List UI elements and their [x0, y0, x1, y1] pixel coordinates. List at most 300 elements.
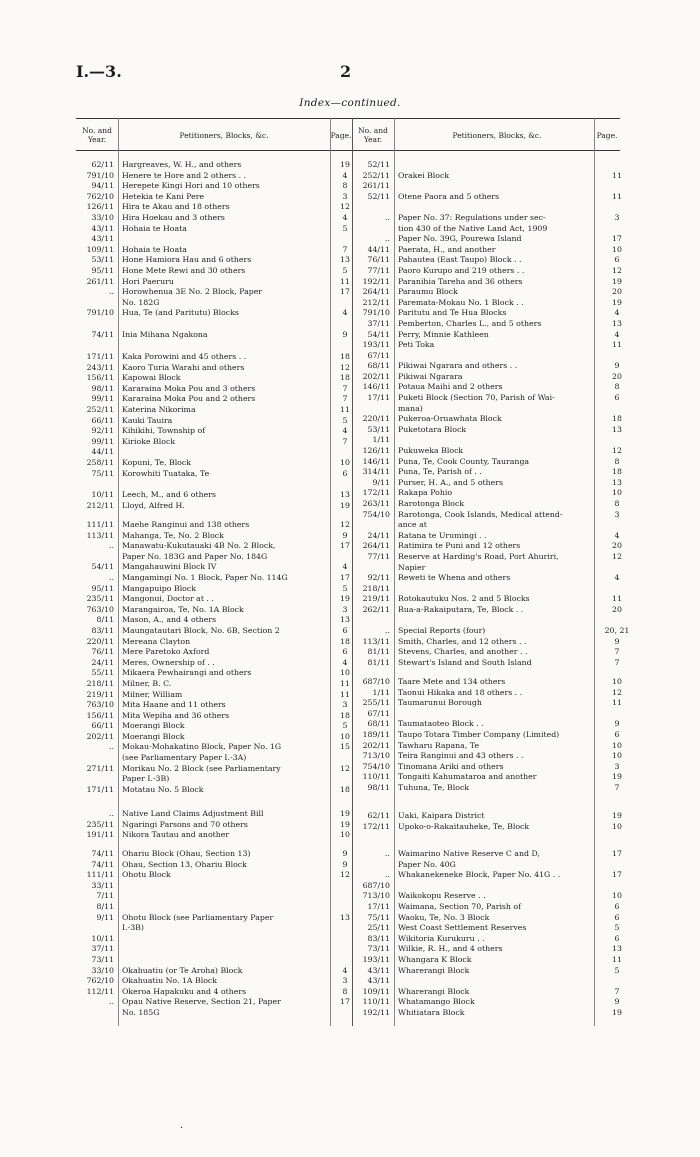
index-row — [352, 531, 630, 542]
entry-page: 11 — [340, 689, 350, 699]
entry-number: 754/10 — [362, 761, 390, 771]
entry-name: Stevens, Charles, and another . . — [398, 647, 528, 657]
entry-number: 43/11 — [91, 234, 114, 244]
index-row — [352, 467, 630, 478]
entry-name: No. 182G — [122, 297, 160, 307]
entry-name: Waimana, Section 70, Parish of — [398, 901, 522, 911]
entry-name: Paper No. 37: Regulations under sec- — [398, 212, 546, 222]
entry-number: 98/11 — [367, 782, 390, 792]
entry-name: Potaua Maihi and 2 others — [398, 382, 503, 392]
entry-number: .. — [109, 287, 114, 297]
entry-page: 10 — [612, 740, 622, 750]
index-row — [352, 913, 630, 924]
index-row — [352, 510, 630, 521]
entry-number: 76/11 — [367, 255, 390, 265]
entry-number — [76, 319, 118, 330]
entry-page: 9 — [342, 859, 348, 869]
entry-name: Hori Paeruru — [122, 276, 174, 286]
entry-page: 7 — [342, 383, 348, 393]
entry-name: Smith, Charles, and 12 others . . — [398, 636, 527, 646]
entry-page — [604, 584, 630, 595]
index-row — [352, 881, 630, 892]
index-row — [352, 192, 630, 203]
entry-number: 92/11 — [91, 426, 114, 436]
entry-number: 791/10 — [86, 308, 114, 318]
entry-page: 5 — [342, 583, 348, 593]
entry-name: Paper No. 40G — [398, 859, 456, 869]
right-group-u — [352, 811, 630, 832]
index-row — [76, 458, 356, 469]
index-row — [76, 308, 356, 319]
entry-name: Leech, M., and 6 others — [122, 490, 216, 499]
index-row — [352, 202, 630, 213]
entry-number: 791/10 — [362, 308, 390, 318]
entry-number: 54/11 — [367, 329, 390, 339]
entry-number: 24/11 — [91, 657, 114, 667]
entry-number: .. — [109, 572, 114, 582]
index-row — [352, 457, 630, 468]
entry-name: Kaoro Turia Warahi and others — [122, 362, 245, 372]
entry-page: 6 — [342, 468, 348, 478]
entry-name: Hohaia te Hoata — [122, 223, 187, 233]
index-row — [76, 192, 356, 203]
index-row — [76, 266, 356, 277]
entry-page: 13 — [612, 318, 622, 328]
entry-number: 98/11 — [91, 383, 114, 393]
entry-page: 13 — [340, 490, 350, 499]
right-col-page: Page. — [596, 130, 618, 140]
index-row — [76, 501, 356, 512]
entry-page: 8 — [614, 456, 620, 466]
entry-page: 11 — [340, 276, 350, 286]
entry-name: Pikiwai Ngarara and others . . — [398, 361, 518, 371]
entry-number: 261/11 — [86, 276, 114, 286]
entry-name: Pahautea (East Taupo) Block . . — [398, 255, 522, 265]
entry-number: 754/10 — [362, 509, 390, 519]
index-row — [76, 753, 356, 764]
entry-number: 171/11 — [86, 352, 114, 361]
index-row — [352, 719, 630, 730]
index-row — [76, 785, 356, 796]
entry-number: 77/11 — [367, 551, 390, 561]
entry-name — [118, 891, 334, 902]
index-row — [352, 266, 630, 277]
index-row — [352, 160, 630, 171]
entry-number: 33/10 — [91, 965, 114, 975]
index-row — [352, 372, 630, 383]
entry-number: 713/10 — [362, 891, 390, 901]
entry-number — [352, 202, 394, 213]
index-row — [76, 255, 356, 266]
entry-page: 5 — [614, 923, 620, 933]
entry-number: 111/11 — [86, 870, 114, 880]
entry-number: .. — [109, 809, 114, 818]
entry-name: Kaka Porowini and 45 others . . — [122, 352, 247, 361]
entry-number: 43/11 — [367, 965, 390, 975]
entry-number: 66/11 — [91, 721, 114, 731]
entry-name — [118, 944, 334, 955]
index-row — [76, 830, 356, 841]
entry-number: 10/11 — [91, 933, 114, 943]
entry-page: 6 — [342, 647, 348, 657]
entry-page: 3 — [614, 509, 620, 519]
entry-number: 171/11 — [86, 784, 114, 794]
entry-name: Whatamango Block — [398, 997, 475, 1007]
entry-page: 19 — [612, 297, 622, 307]
entry-page: 10 — [340, 731, 350, 741]
entry-number — [352, 563, 394, 574]
index-row — [352, 298, 630, 309]
index-row — [76, 1008, 356, 1019]
index-row — [352, 955, 630, 966]
index-row — [352, 647, 630, 658]
entry-number: 235/11 — [86, 594, 114, 604]
entry-number: 68/11 — [367, 361, 390, 371]
entry-name: Paper No. 183G and Paper No. 184G — [122, 551, 268, 561]
entry-name: Mikaera Pewhairangi and others — [122, 668, 252, 678]
entry-number: 55/11 — [91, 668, 114, 678]
entry-name: Pikiwai Ngarara — [398, 371, 463, 381]
index-row — [352, 181, 630, 192]
entry-name — [118, 447, 334, 458]
index-row — [352, 330, 630, 341]
index-row — [352, 966, 630, 977]
index-row — [352, 584, 630, 595]
entry-number: 271/11 — [86, 763, 114, 773]
index-row — [76, 700, 356, 711]
entry-number: 219/11 — [86, 689, 114, 699]
entry-page: 18 — [612, 414, 622, 424]
entry-number: 74/11 — [91, 849, 114, 858]
entry-page: 5 — [342, 265, 348, 275]
entry-number — [352, 860, 394, 871]
entry-page: 6 — [614, 729, 620, 739]
entry-page: 7 — [614, 986, 620, 996]
right-group-o-r — [352, 160, 630, 616]
entry-page: 18 — [340, 710, 350, 720]
entry-page: 10 — [340, 457, 350, 467]
entry-number: .. — [109, 742, 114, 752]
index-row — [352, 171, 630, 182]
entry-page: 4 — [342, 170, 348, 180]
entry-name: Hetekia te Kani Pere — [122, 191, 205, 201]
entry-name: Native Land Claims Adjustment Bill — [122, 809, 264, 818]
left-col-petitioners: Petitioners, Blocks, &c. — [179, 130, 269, 140]
entry-number: 264/11 — [362, 287, 390, 297]
entry-page: 4 — [342, 426, 348, 436]
entry-page: 19 — [340, 809, 350, 818]
entry-number — [76, 552, 118, 563]
entry-page: 9 — [614, 997, 620, 1007]
index-row — [76, 373, 356, 384]
index-row — [76, 966, 356, 977]
index-row — [352, 751, 630, 762]
entry-number: 81/11 — [367, 647, 390, 657]
entry-name: Waikokopu Reserve . . — [398, 891, 486, 901]
index-row — [352, 213, 630, 224]
entry-page: 13 — [612, 477, 622, 487]
entry-page: 20 — [612, 541, 622, 551]
page-mark: · — [180, 1123, 184, 1134]
entry-name — [394, 160, 604, 171]
entry-number: 202/11 — [86, 731, 114, 741]
entry-number: 220/11 — [86, 636, 114, 646]
index-row — [76, 721, 356, 732]
index-row — [352, 277, 630, 288]
entry-page: 4 — [614, 530, 620, 540]
entry-number: .. — [385, 849, 390, 858]
entry-number: 62/11 — [367, 811, 390, 820]
entry-page: 3 — [342, 604, 348, 614]
index-row — [352, 944, 630, 955]
entry-page — [604, 404, 630, 415]
entry-page: 5 — [342, 223, 348, 233]
entry-page: 17 — [340, 572, 350, 582]
index-row — [76, 202, 356, 213]
index-row — [76, 469, 356, 480]
entry-number: 94/11 — [91, 181, 114, 191]
right-group-t — [352, 677, 630, 794]
entry-name: Rotokautuku Nos. 2 and 5 Blocks — [398, 594, 530, 604]
index-row — [76, 690, 356, 701]
entry-name: Opau Native Reserve, Section 21, Paper — [122, 997, 281, 1007]
entry-number: 191/11 — [86, 830, 114, 840]
entry-name: Okahuatiu (or Te Aroha) Block — [122, 965, 243, 975]
entry-name: Pukeroa-Oruawhata Block — [398, 414, 502, 424]
entry-name: Moerangi Block — [122, 721, 185, 731]
entry-number: 156/11 — [86, 710, 114, 720]
index-row — [352, 783, 630, 794]
entry-name: Mita Wepiha and 36 others — [122, 710, 230, 720]
entry-name: Horowhenua 3E No. 2 Block, Paper — [122, 287, 263, 297]
entry-name: Henere te Hore and 2 others . . — [122, 170, 247, 180]
index-row — [352, 435, 630, 446]
entry-number: 202/11 — [362, 371, 390, 381]
entry-name: Ohotu Block (see Parliamentary Paper — [122, 912, 274, 922]
entry-number: 83/11 — [367, 933, 390, 943]
index-row — [352, 499, 630, 510]
entry-number: 75/11 — [91, 468, 114, 478]
entry-name: Puketotara Block — [398, 424, 467, 434]
entry-page: 12 — [340, 202, 350, 212]
index-row — [352, 987, 630, 998]
index-row — [352, 414, 630, 425]
entry-page: 20 — [612, 287, 622, 297]
entry-name: West Coast Settlement Reserves — [398, 923, 527, 933]
entry-name: Upoko-o-Rakaitauheke, Te, Block — [398, 821, 530, 831]
index-row — [76, 287, 356, 298]
entry-name: Lloyd, Alfred H. — [122, 500, 185, 510]
entry-page: 5 — [342, 721, 348, 731]
entry-name: Mangamingi No. 1 Block, Paper No. 114G — [122, 572, 288, 582]
entry-page: 19 — [612, 1007, 622, 1017]
entry-number: 193/11 — [362, 340, 390, 350]
index-row — [76, 923, 356, 934]
entry-number: 66/11 — [91, 415, 114, 425]
entry-number: 212/11 — [362, 297, 390, 307]
entry-number: 33/10 — [91, 212, 114, 222]
index-row — [76, 732, 356, 743]
entry-name: Mangahauwini Block IV — [122, 562, 217, 572]
entry-page: 11 — [340, 678, 350, 688]
entry-page: 8 — [614, 382, 620, 392]
entry-name: Taupo Totara Timber Company (Limited) — [398, 729, 560, 739]
entry-number: 235/11 — [86, 819, 114, 829]
entry-number: 111/11 — [86, 520, 114, 529]
entry-name: Kapowai Block — [122, 373, 181, 383]
entry-name: Meres, Ownership of . . — [122, 657, 215, 667]
index-row — [352, 677, 630, 688]
entry-name: Taumataoteo Block . . — [398, 719, 484, 729]
entry-name: Paritutu and Te Hua Blocks — [398, 308, 507, 318]
entry-page — [604, 202, 630, 213]
entry-number: 17/11 — [367, 901, 390, 911]
entry-number: 68/11 — [367, 719, 390, 729]
entry-page: 17 — [340, 997, 350, 1007]
entry-page — [604, 160, 630, 171]
entry-number: 146/11 — [362, 382, 390, 392]
entry-number: 112/11 — [86, 986, 114, 996]
index-row — [352, 255, 630, 266]
entry-name: Otene Paora and 5 others — [398, 191, 500, 201]
entry-page: 7 — [342, 394, 348, 404]
index-row — [76, 541, 356, 552]
index-row — [76, 319, 356, 330]
index-row — [76, 552, 356, 563]
entry-number: 53/11 — [91, 255, 114, 265]
index-row — [76, 520, 356, 531]
index-row — [76, 615, 356, 626]
index-row — [76, 668, 356, 679]
entry-page: 5 — [614, 965, 620, 975]
entry-number: 8/11 — [96, 615, 114, 625]
index-row — [352, 658, 630, 669]
entry-page: 6 — [614, 912, 620, 922]
index-row — [76, 870, 356, 881]
index-row — [352, 573, 630, 584]
index-row — [352, 552, 630, 563]
index-row — [76, 352, 356, 363]
index-row — [76, 594, 356, 605]
entry-name: Paper I.-3B) — [122, 774, 170, 784]
entry-page: 9 — [342, 329, 348, 339]
entry-name: Hira te Akau and 18 others — [122, 202, 230, 212]
entry-page: 11 — [612, 954, 622, 964]
entry-number: 126/11 — [362, 446, 390, 456]
entry-page: 7 — [614, 657, 620, 667]
entry-name: Paremata-Mokau No. 1 Block . . — [398, 297, 524, 307]
entry-number: 109/11 — [362, 986, 390, 996]
index-row — [76, 531, 356, 542]
entry-number — [76, 753, 118, 764]
entry-name: Orakei Block — [398, 170, 450, 180]
index-row — [352, 860, 630, 871]
entry-number: 62/11 — [91, 160, 114, 169]
entry-page: 8 — [342, 181, 348, 191]
entry-number: 9/11 — [96, 912, 114, 922]
entry-page: 9 — [342, 530, 348, 540]
entry-name: Wharerangi Block — [398, 965, 470, 975]
index-row — [352, 934, 630, 945]
entry-page — [604, 181, 630, 192]
entry-name: Rarotonga Block — [398, 499, 465, 508]
entry-page: 3 — [614, 212, 620, 222]
entry-page: 4 — [342, 562, 348, 572]
entry-page: 18 — [340, 373, 350, 383]
index-row — [76, 426, 356, 437]
entry-number: 113/11 — [86, 530, 114, 540]
entry-page: 11 — [612, 594, 622, 604]
entry-page: 6 — [614, 255, 620, 265]
entry-name: Peti Toka — [398, 340, 435, 350]
entry-page: 11 — [612, 340, 622, 350]
entry-number: 113/11 — [362, 636, 390, 646]
entry-page — [604, 435, 630, 446]
entry-number: 43/11 — [367, 976, 390, 986]
entry-number: 95/11 — [91, 265, 114, 275]
entry-page: 19 — [340, 500, 350, 510]
entry-name: Rakapa Pohio — [398, 488, 453, 498]
index-row — [352, 234, 630, 245]
entry-page: 6 — [614, 933, 620, 943]
index-row — [352, 772, 630, 783]
index-row — [352, 997, 630, 1008]
left-group-h — [76, 160, 356, 340]
entry-name: Perry, Minnie Kathleen — [398, 329, 489, 339]
entry-number: 193/11 — [362, 954, 390, 964]
entry-name: No. 185G — [122, 1007, 160, 1017]
entry-page: 12 — [612, 551, 622, 561]
entry-name: Mere Paretoko Axford — [122, 647, 210, 657]
entry-number: 687/10 — [362, 880, 390, 890]
entry-page: 11 — [612, 698, 622, 708]
entry-name: Okahuatiu No. 1A Block — [122, 976, 217, 986]
entry-number: 10/11 — [91, 490, 114, 499]
index-row — [76, 394, 356, 405]
entry-page: 11 — [612, 170, 622, 180]
index-row — [352, 382, 630, 393]
index-row — [76, 976, 356, 987]
entry-page: 3 — [342, 976, 348, 986]
index-row — [352, 287, 630, 298]
entry-page — [604, 520, 630, 531]
entry-number: 109/11 — [86, 244, 114, 254]
entry-name: Mangapuipo Block — [122, 583, 196, 593]
entry-name: Tuhuna, Te, Block — [398, 782, 470, 792]
entry-name — [394, 709, 604, 720]
entry-name: Kauki Tauira — [122, 415, 173, 425]
entry-name: Kopuni, Te, Block — [122, 457, 191, 467]
entry-name: Mason, A., and 4 others — [122, 615, 217, 625]
entry-page: 12 — [340, 362, 350, 372]
entry-name: Paranihia Tareha and 36 others — [398, 276, 523, 286]
index-row — [352, 594, 630, 605]
entry-number — [352, 224, 394, 235]
index-row — [352, 741, 630, 752]
entry-number: 44/11 — [91, 447, 114, 457]
entry-page: 13 — [340, 912, 350, 922]
entry-page: 7 — [342, 436, 348, 446]
entry-number: 172/11 — [362, 821, 390, 831]
entry-number: 263/11 — [362, 499, 390, 508]
entry-number: 77/11 — [367, 265, 390, 275]
entry-name: Puketi Block (Section 70, Parish of Wai- — [398, 393, 555, 403]
left-group-l — [76, 490, 356, 511]
entry-page — [604, 976, 630, 987]
entry-number: 261/11 — [362, 181, 390, 191]
entry-page: 19 — [340, 819, 350, 829]
index-row — [352, 446, 630, 457]
